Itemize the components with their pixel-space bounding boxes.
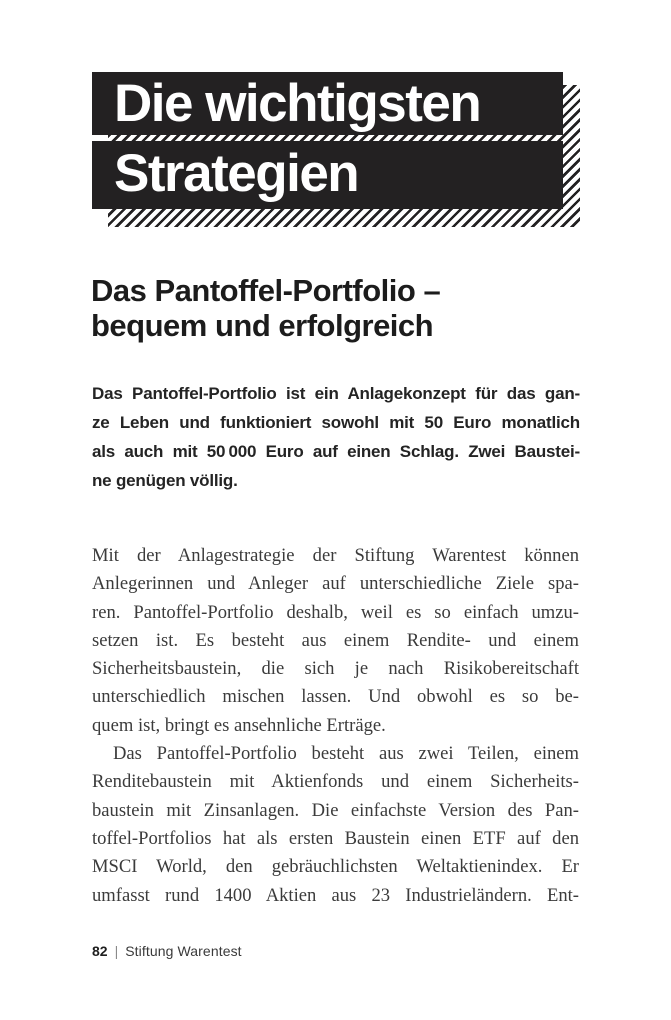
text-line: ne genügen völlig. (92, 471, 238, 490)
chapter-banner (92, 72, 563, 209)
page-number: 82 (92, 943, 108, 959)
text-line: MSCI World, den gebräuchlichsten Weltaktienindex. Er (92, 856, 579, 878)
text-line: als auch mit 50 000 Euro auf einen Schlag. Zwei Baustei- (92, 442, 580, 461)
text-line: umfasst rund 1400 Aktien aus 23 Industrieländern. Ent- (92, 884, 579, 906)
text-line: Sicherheitsbaustein, die sich je nach Risikobereitschaft (92, 658, 579, 680)
banner-title-line-1: Die wichtigsten (114, 74, 481, 133)
text-line: ze Leben und funktioniert sowohl mit 50 Euro monatlich (92, 413, 580, 432)
banner-title-line-2: Strategien (114, 144, 359, 203)
intro-paragraph (92, 379, 580, 495)
text-line: Mit der Anlagestrategie der Stiftung Warentest können (92, 545, 579, 566)
text-line: Renditebaustein mit Aktienfonds und einem Sicherheits- (92, 771, 579, 793)
text-line: toffel-Portfolios hat als ersten Baustein einen ETF auf den (92, 827, 579, 849)
text-line: Anlegerinnen und Anleger auf unterschiedliche Ziele spa- (92, 573, 579, 595)
text-line: ren. Pantoffel-Portfolio deshalb, weil es so einfach umzu- (92, 601, 579, 623)
section-title (91, 273, 611, 343)
banner-bar-2 (92, 141, 563, 209)
text-line: setzen ist. Es besteht aus einem Rendite- und einem (92, 629, 579, 651)
text-line: quem ist, bringt es ansehnliche Erträge. (92, 714, 386, 736)
footer-separator: | (114, 943, 119, 959)
section-title-line-2: bequem und erfolgreich (91, 308, 434, 343)
text-line: baustein mit Zinsanlagen. Die einfachste Version des Pan- (92, 799, 579, 821)
body-text (92, 542, 579, 910)
text-line: Das Pantoffel-Portfolio besteht aus zwei Teilen, einem (113, 743, 579, 765)
page-footer (92, 943, 242, 959)
text-line: unterschiedlich mischen lassen. Und obwohl es so be- (92, 686, 579, 708)
section-title-line-1: Das Pantoffel-Portfolio – (91, 273, 441, 308)
text-line: Das Pantoffel-Portfolio ist ein Anlagekonzept für das gan- (92, 384, 580, 403)
imprint: Stiftung Warentest (125, 943, 242, 959)
banner-bar-1 (92, 72, 563, 135)
